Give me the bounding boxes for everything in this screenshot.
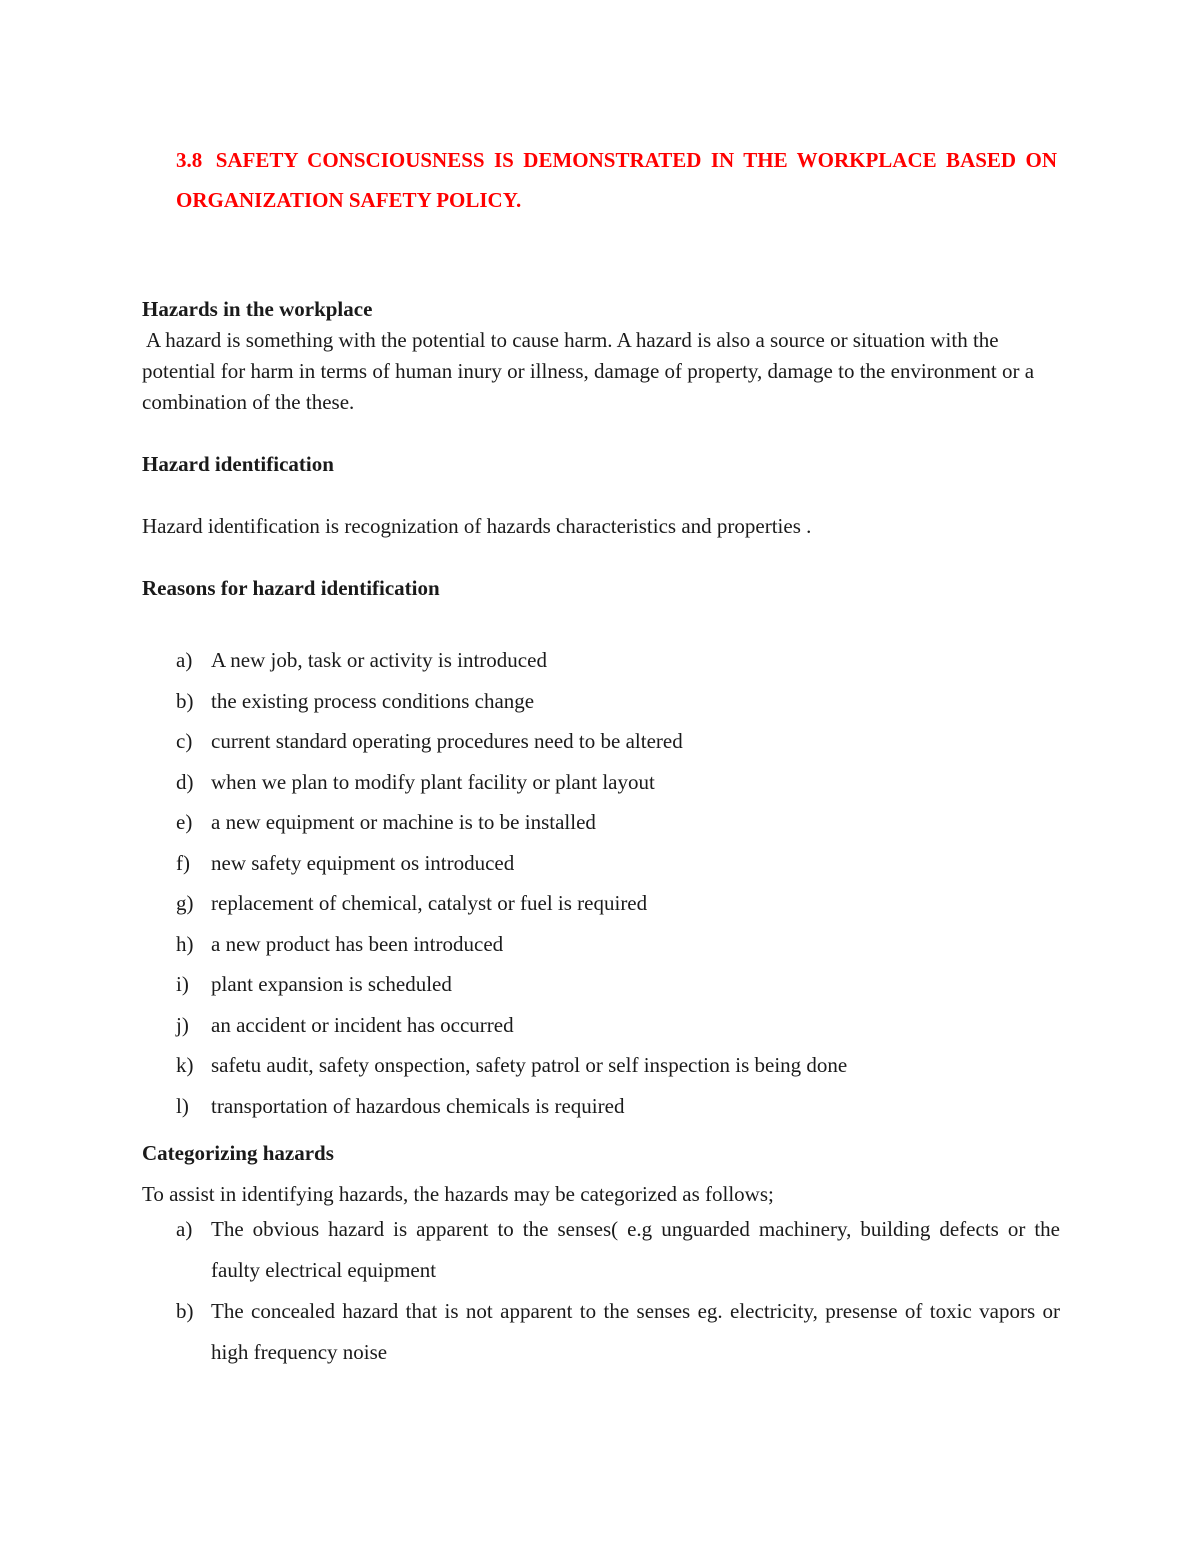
identification-section	[142, 449, 1062, 542]
list-marker: b)	[176, 688, 194, 713]
hazards-section	[142, 294, 1062, 418]
categorizing-list	[176, 1209, 1060, 1373]
list-item	[176, 1045, 1060, 1086]
list-item-text: a new product has been introduced	[211, 931, 504, 956]
list-marker: a)	[176, 1217, 193, 1241]
list-item	[176, 883, 1060, 924]
categorizing-heading: Categorizing hazards	[142, 1141, 334, 1165]
reasons-heading: Reasons for hazard identification	[142, 576, 440, 600]
list-marker: l)	[176, 1093, 189, 1118]
hazards-paragraph: A hazard is something with the potential to cause harm. A hazard is also a source or situation with the potential for harm in terms of human inury or illness, damage of property, damage to the environment or a combination of the these.	[142, 328, 1035, 414]
list-item-text: plant expansion is scheduled	[211, 972, 452, 996]
list-item	[176, 964, 1060, 1005]
list-item-text: safetu audit, safety onspection, safety patrol or self inspection is being done	[211, 1053, 848, 1077]
list-item-text: the existing process conditions change	[211, 688, 535, 713]
list-marker: e)	[176, 810, 193, 834]
list-item-text: transportation of hazardous chemicals is required	[211, 1093, 625, 1118]
list-marker: b)	[176, 1299, 194, 1323]
list-marker: h)	[176, 931, 194, 956]
list-marker: f)	[176, 850, 190, 875]
categorizing-intro: To assist in identifying hazards, the hazards may be categorized as follows;	[142, 1182, 774, 1206]
list-marker: j)	[176, 1012, 189, 1037]
section-title	[176, 140, 1057, 220]
list-item-text: new safety equipment os introduced	[211, 850, 515, 875]
section-title-text: SAFETY CONSCIOUSNESS IS DEMONSTRATED IN THE WORKPLACE BASED ON ORGANIZATION SAFETY POLICY.	[176, 148, 1058, 212]
list-item-text: replacement of chemical, catalyst or fuel is required	[211, 891, 648, 915]
list-item	[176, 1005, 1060, 1046]
list-item	[176, 1209, 1060, 1291]
list-marker: k)	[176, 1053, 194, 1077]
identification-heading: Hazard identification	[142, 452, 334, 476]
list-marker: g)	[176, 891, 194, 915]
list-marker: c)	[176, 729, 193, 753]
list-item	[176, 802, 1060, 843]
list-marker: a)	[176, 648, 193, 672]
list-marker: i)	[176, 972, 189, 996]
list-item	[176, 762, 1060, 803]
list-item-text: when we plan to modify plant facility or plant layout	[211, 769, 655, 794]
reasons-section	[142, 573, 1062, 604]
list-marker: d)	[176, 769, 194, 794]
list-item	[176, 843, 1060, 884]
list-item-text: current standard operating procedures need to be altered	[211, 729, 683, 753]
list-item-text: A new job, task or activity is introduced	[211, 648, 547, 672]
list-item	[176, 640, 1060, 681]
categorizing-section	[142, 1133, 1062, 1215]
list-item-text: a new equipment or machine is to be installed	[211, 810, 596, 834]
list-item	[176, 721, 1060, 762]
list-item-text: The concealed hazard that is not apparent to the senses eg. electricity, presense of toxic vapors or high frequency noise	[211, 1299, 1060, 1364]
list-item	[176, 1086, 1060, 1127]
section-number: 3.8	[176, 148, 203, 172]
list-item	[176, 1291, 1060, 1373]
list-item-text: The obvious hazard is apparent to the senses( e.g unguarded machinery, building defects or the faulty electrical equipment	[211, 1217, 1060, 1282]
list-item-text: an accident or incident has occurred	[211, 1012, 514, 1037]
list-item	[176, 681, 1060, 722]
identification-paragraph: Hazard identification is recognization of hazards characteristics and properties .	[142, 514, 812, 538]
hazards-heading: Hazards in the workplace	[142, 297, 373, 321]
list-item	[176, 924, 1060, 965]
reasons-list	[176, 640, 1060, 1126]
